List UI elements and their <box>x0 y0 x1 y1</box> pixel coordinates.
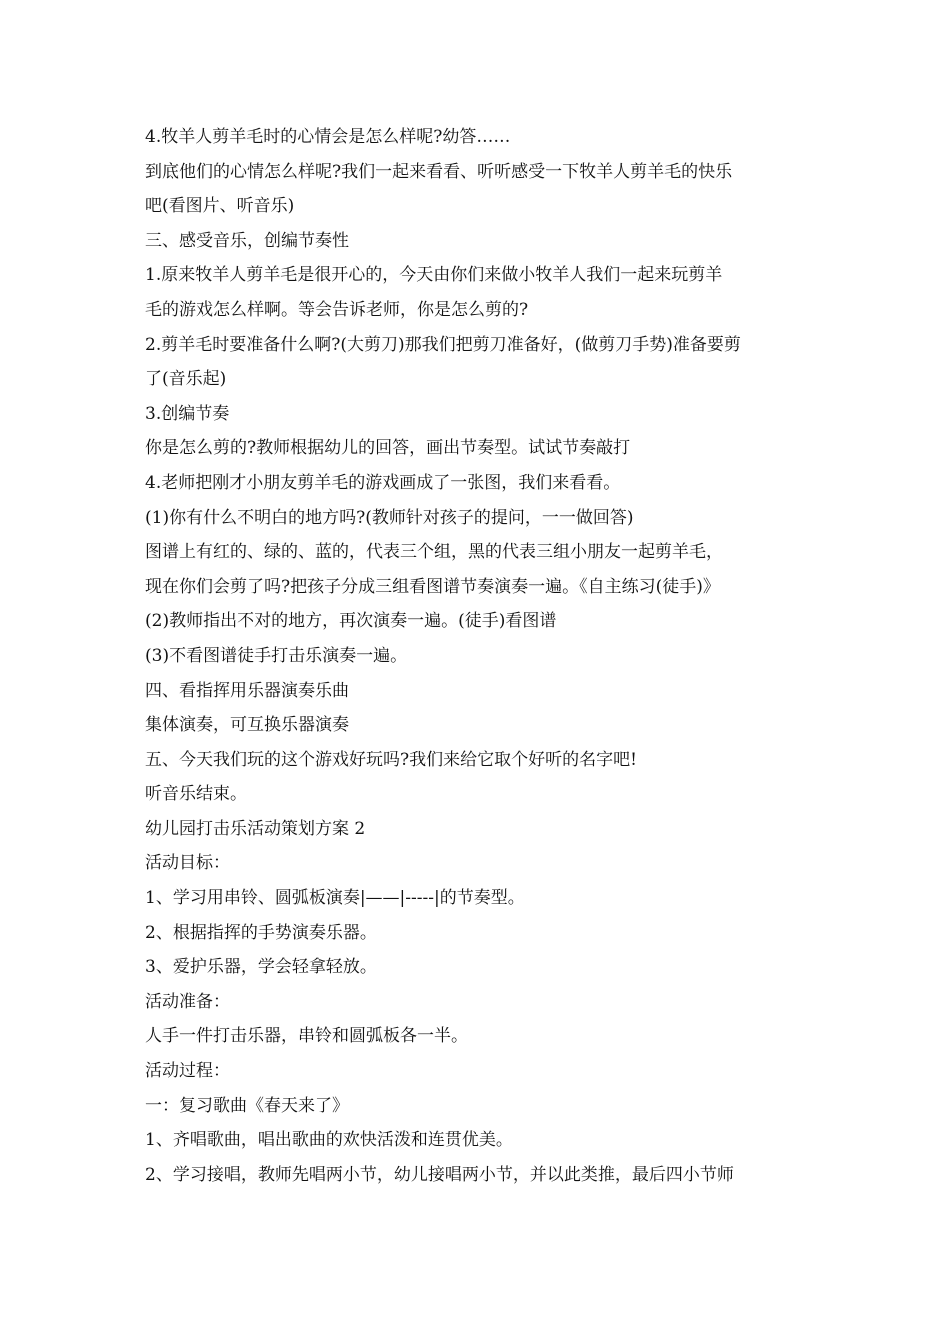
section-heading: 活动目标： <box>145 853 230 874</box>
text-line: 毛的游戏怎么样啊。等会告诉老师，你是怎么剪的? <box>145 299 529 320</box>
text-line: 吧(看图片、听音乐) <box>145 196 295 217</box>
section-heading: 四、看指挥用乐器演奏乐曲 <box>145 680 349 701</box>
text-line: 你是怎么剪的?教师根据幼儿的回答，画出节奏型。试试节奏敲打 <box>145 438 631 459</box>
text-line: (2)教师指出不对的地方，再次演奏一遍。(徒手)看图谱 <box>145 611 557 632</box>
section-heading: 活动准备： <box>145 991 230 1012</box>
section-heading: 活动过程： <box>145 1061 230 1082</box>
document-body <box>145 120 810 1192</box>
section-heading: 一：复习歌曲《春天来了》 <box>145 1095 349 1116</box>
text-line: 2、根据指挥的手势演奏乐器。 <box>145 922 377 943</box>
text-line: 了(音乐起) <box>145 369 227 390</box>
text-line: 人手一件打击乐器，串铃和圆弧板各一半。 <box>145 1026 468 1047</box>
text-line: 3、爱护乐器，学会轻拿轻放。 <box>145 957 377 978</box>
section-heading: 三、感受音乐，创编节奏性 <box>145 230 349 251</box>
text-line: (1)你有什么不明白的地方吗?(教师针对孩子的提问，一一做回答) <box>145 507 634 528</box>
text-line: 现在你们会剪了吗?把孩子分成三组看图谱节奏演奏一遍。《自主练习(徒手)》 <box>145 576 720 597</box>
text-line: (3)不看图谱徒手打击乐演奏一遍。 <box>145 645 408 666</box>
plan-title: 幼儿园打击乐活动策划方案 2 <box>145 818 366 839</box>
text-line: 1、齐唱歌曲，唱出歌曲的欢快活泼和连贯优美。 <box>145 1130 513 1151</box>
text-line: 2、学习接唱，教师先唱两小节，幼儿接唱两小节，并以此类推，最后四小节师 <box>145 1164 734 1185</box>
text-line: 集体演奏，可互换乐器演奏 <box>145 715 349 736</box>
text-line: 1、学习用串铃、圆弧板演奏|——|-----|的节奏型。 <box>145 888 525 909</box>
text-line: 听音乐结束。 <box>145 784 247 805</box>
text-line: 3.创编节奏 <box>145 403 230 424</box>
text-line: 图谱上有红的、绿的、蓝的，代表三个组，黑的代表三组小朋友一起剪羊毛， <box>145 542 723 563</box>
section-heading: 五、今天我们玩的这个游戏好玩吗?我们来给它取个好听的名字吧! <box>145 749 637 770</box>
text-line: 4.老师把刚才小朋友剪羊毛的游戏画成了一张图，我们来看看。 <box>145 472 621 493</box>
text-line: 4.牧羊人剪羊毛时的心情会是怎么样呢?幼答…… <box>145 127 511 147</box>
text-line: 到底他们的心情怎么样呢?我们一起来看看、听听感受一下牧羊人剪羊毛的快乐 <box>145 161 733 182</box>
text-line: 1.原来牧羊人剪羊毛是很开心的，今天由你们来做小牧羊人我们一起来玩剪羊 <box>145 265 723 286</box>
text-line: 2.剪羊毛时要准备什么啊?(大剪刀)那我们把剪刀准备好，(做剪刀手势)准备要剪 <box>145 334 741 355</box>
